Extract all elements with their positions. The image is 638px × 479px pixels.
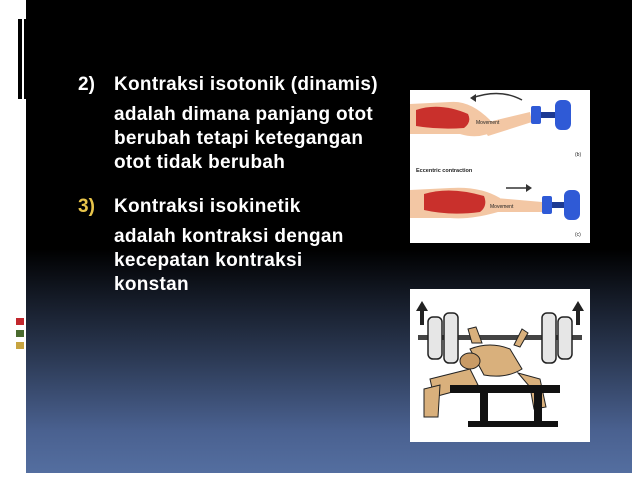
slide-content [78, 73, 378, 297]
arm-bottom-graphic [410, 184, 580, 220]
label-c: (c) [575, 232, 581, 238]
decor-square-gold [16, 342, 24, 349]
slide-frame-right [632, 0, 638, 479]
list-number: 2) [78, 74, 95, 95]
arm-contraction-illustration [410, 90, 590, 243]
decor-stripe [24, 19, 26, 99]
arm-top-graphic [410, 93, 571, 136]
decor-square-red [16, 318, 24, 325]
list-item-isotonic [78, 73, 378, 175]
label-b: (b) [575, 152, 582, 158]
list-item-isokinetic [78, 195, 378, 297]
slide-frame-bottom [0, 473, 638, 479]
label-movement-bottom: Movement [490, 204, 514, 210]
decor-square-green [16, 330, 24, 337]
decor-stripe [18, 19, 22, 99]
term-isotonic: Kontraksi isotonik (dinamis) [114, 74, 378, 95]
label-movement-top: Movement [476, 120, 500, 126]
description-isokinetic: adalah kontraksi dengan kecepatan kontraksi konstan [114, 226, 344, 295]
description-isotonic: adalah dimana panjang otot berubah tetapi ketegangan otot tidak berubah [114, 104, 374, 173]
list-number: 3) [78, 196, 95, 217]
label-eccentric: Eccentric contraction [416, 168, 473, 174]
bench-press-illustration [410, 289, 590, 442]
term-isokinetic: Kontraksi isokinetik [114, 196, 301, 217]
slide-frame-left [0, 0, 26, 479]
